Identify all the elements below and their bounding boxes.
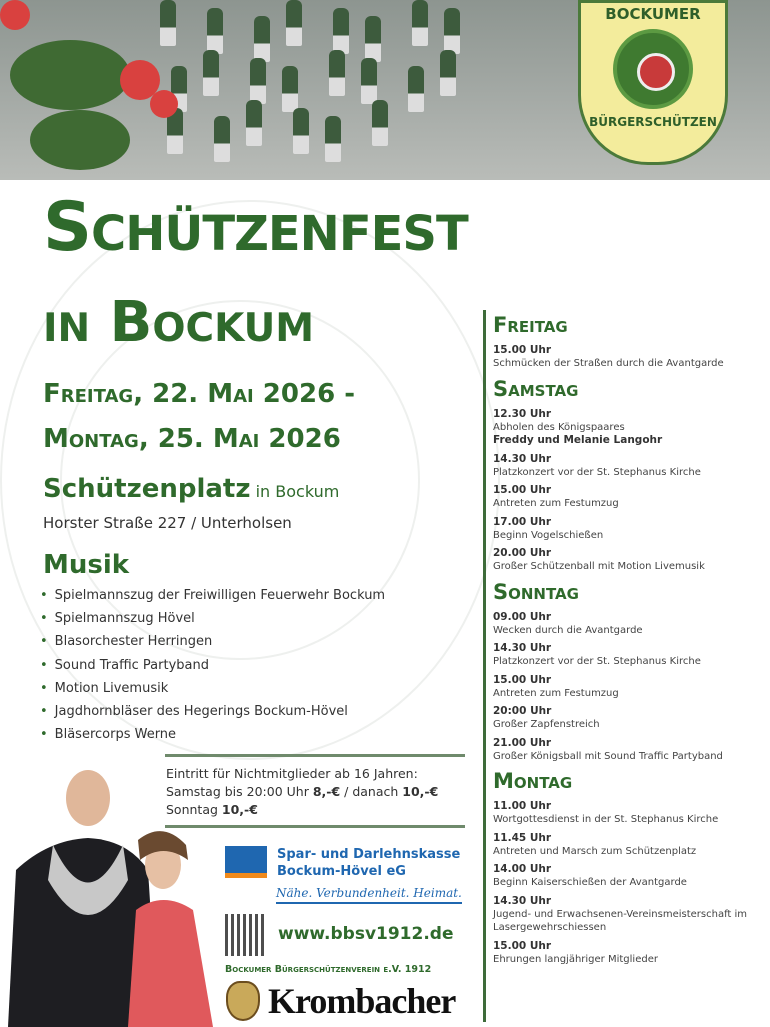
event-time: 14.30 Uhr (493, 452, 552, 465)
event-time: 14.00 Uhr (493, 863, 552, 875)
date-end: Montag, 25. Mai 2026 (43, 424, 341, 454)
qr-code-icon[interactable] (225, 914, 267, 956)
marcher (365, 16, 381, 62)
music-item: • Spielmannszug Hövel (40, 609, 475, 632)
schedule-event (493, 674, 758, 701)
event-time: 15.00 Uhr (493, 673, 552, 686)
date-start: Freitag, 22. Mai 2026 - (43, 379, 355, 409)
price: 8,-€ (312, 784, 341, 799)
marcher (408, 66, 424, 112)
schedule-day-heading: Montag (493, 769, 573, 793)
schedule-event (493, 642, 758, 669)
club-name: Bockumer Bürgerschützenverein e.V. 1912 (225, 964, 432, 975)
event-time: 11.00 Uhr (493, 800, 552, 812)
marcher (361, 58, 377, 104)
event-desc: Großer Zapfenstreich (493, 719, 600, 730)
admission-text: Samstag bis 20:00 Uhr (166, 784, 313, 799)
schedule (483, 310, 758, 1022)
schedule-day-heading: Sonntag (493, 579, 579, 604)
event-time: 15.00 Uhr (493, 939, 552, 952)
price: 10,-€ (221, 802, 258, 817)
music-heading: Musik (43, 550, 130, 580)
music-item: • Motion Livemusik (40, 679, 475, 702)
marcher (412, 0, 428, 46)
bank-sponsor (225, 846, 475, 880)
venue-address: Horster Straße 227 / Unterholsen (43, 514, 292, 532)
music-list (40, 586, 475, 748)
schedule-day-heading: Freitag (493, 313, 568, 337)
music-item: • Bläsercorps Werne (40, 725, 475, 748)
admission-text: Sonntag (166, 802, 222, 817)
event-desc: Jugend- und Erwachsenen-Vereinsmeisterschaft im Lasergewehrschiessen (493, 908, 748, 933)
marcher (246, 100, 262, 146)
event-desc: Ehrungen langjähriger Mitglieder (493, 953, 658, 965)
schedule-event (493, 737, 758, 764)
marcher (250, 58, 266, 104)
bank-logo-icon (225, 846, 267, 878)
venue-name: Schützenplatz (43, 474, 251, 504)
event-extra: Freddy und Melanie Langohr (493, 434, 663, 446)
schedule-event (493, 453, 758, 480)
admission-text: / danach (340, 784, 403, 799)
event-desc: Antreten zum Festumzug (493, 498, 619, 509)
marcher (333, 8, 349, 54)
event-time: 14.30 Uhr (493, 642, 552, 654)
brewery-name: Krombacher (268, 981, 456, 1021)
schedule-event (493, 611, 758, 638)
event-time: 14.30 Uhr (493, 894, 552, 907)
marcher (160, 0, 176, 46)
divider (165, 754, 465, 757)
bank-slogan: Nähe. Verbundenheit. Heimat. (276, 886, 462, 904)
event-time: 12.30 Uhr (493, 407, 552, 420)
event-desc: Platzkonzert vor der St. Stephanus Kirche (493, 466, 701, 478)
poster-title: Schützenfest (43, 188, 468, 267)
event-time: 21.00 Uhr (493, 736, 552, 749)
schedule-day-heading: Samstag (493, 376, 579, 401)
marcher (440, 50, 456, 96)
event-desc: Wecken durch die Avantgarde (493, 624, 643, 636)
marcher (286, 0, 302, 46)
music-item: • Spielmannszug der Freiwilligen Feuerwehr Bockum (40, 586, 475, 609)
event-desc: Beginn Kaiserschießen der Avantgarde (493, 877, 687, 888)
logo-top-text: BOCKUMER (605, 5, 701, 23)
schedule-event (493, 408, 758, 448)
venue-suffix: in Bockum (250, 482, 340, 501)
event-desc: Wortgottesdienst in der St. Stephanus Kirche (493, 814, 719, 825)
schedule-event (493, 895, 758, 935)
club-logo (578, 0, 728, 165)
parade-photo (0, 0, 770, 180)
music-item: • Sound Traffic Partyband (40, 656, 475, 679)
event-time: 11.45 Uhr (493, 831, 552, 844)
schedule-event (493, 705, 758, 732)
brewery-crest-icon (226, 981, 260, 1021)
schedule-event (493, 863, 758, 890)
logo-bottom-text: BÜRGERSCHÜTZEN (589, 115, 717, 129)
marcher (203, 50, 219, 96)
event-time: 15.00 Uhr (493, 484, 552, 496)
website-link[interactable]: www.bbsv1912.de (278, 924, 454, 944)
event-time: 15.00 Uhr (493, 344, 552, 356)
schedule-event (493, 832, 758, 859)
poster-subtitle: in Bockum (43, 290, 315, 355)
schedule-event (493, 344, 758, 371)
event-time: 20.00 Uhr (493, 547, 552, 559)
brewery-sponsor (226, 980, 476, 1022)
schedule-event (493, 547, 758, 574)
marcher (325, 116, 341, 162)
marcher (282, 66, 298, 112)
event-desc: Platzkonzert vor der St. Stephanus Kirche (493, 656, 701, 667)
marcher (254, 16, 270, 62)
bank-name-line2: Bockum-Hövel eG (277, 864, 406, 879)
plant-leaf (30, 110, 130, 170)
event-desc: Antreten zum Festumzug (493, 687, 619, 699)
plant-leaf (10, 40, 130, 110)
event-desc: Antreten und Marsch zum Schützenplatz (493, 845, 697, 857)
event-desc: Abholen des Königspaares (493, 421, 625, 433)
price: 10,-€ (402, 784, 439, 799)
event-desc: Großer Königsball mit Sound Traffic Partyband (493, 750, 723, 762)
marcher (372, 100, 388, 146)
schedule-event (493, 516, 758, 543)
marcher (444, 8, 460, 54)
flower (0, 0, 30, 30)
music-item: • Blasorchester Herringen (40, 632, 475, 655)
marcher (293, 108, 309, 154)
schedule-event (493, 800, 758, 827)
schedule-event (493, 484, 758, 511)
event-desc: Großer Schützenball mit Motion Livemusik (493, 561, 705, 572)
event-desc: Beginn Vogelschießen (493, 529, 604, 541)
bank-name-line1: Spar- und Darlehnskasse (277, 847, 461, 862)
event-time: 17.00 Uhr (493, 515, 552, 528)
marcher (329, 50, 345, 96)
admission-line1: Eintritt für Nichtmitglieder ab 16 Jahren: (166, 766, 418, 781)
logo-target-emblem (613, 29, 693, 109)
venue (43, 474, 473, 504)
marcher (214, 116, 230, 162)
flower (150, 90, 178, 118)
event-time: 20:00 Uhr (493, 705, 552, 717)
marcher (207, 8, 223, 54)
royal-couple-photo (8, 760, 218, 1027)
schedule-event (493, 940, 758, 967)
music-item: • Jagdhornbläser des Hegerings Bockum-Hövel (40, 702, 475, 725)
event-time: 09.00 Uhr (493, 610, 552, 623)
event-desc: Schmücken der Straßen durch die Avantgarde (493, 358, 724, 369)
